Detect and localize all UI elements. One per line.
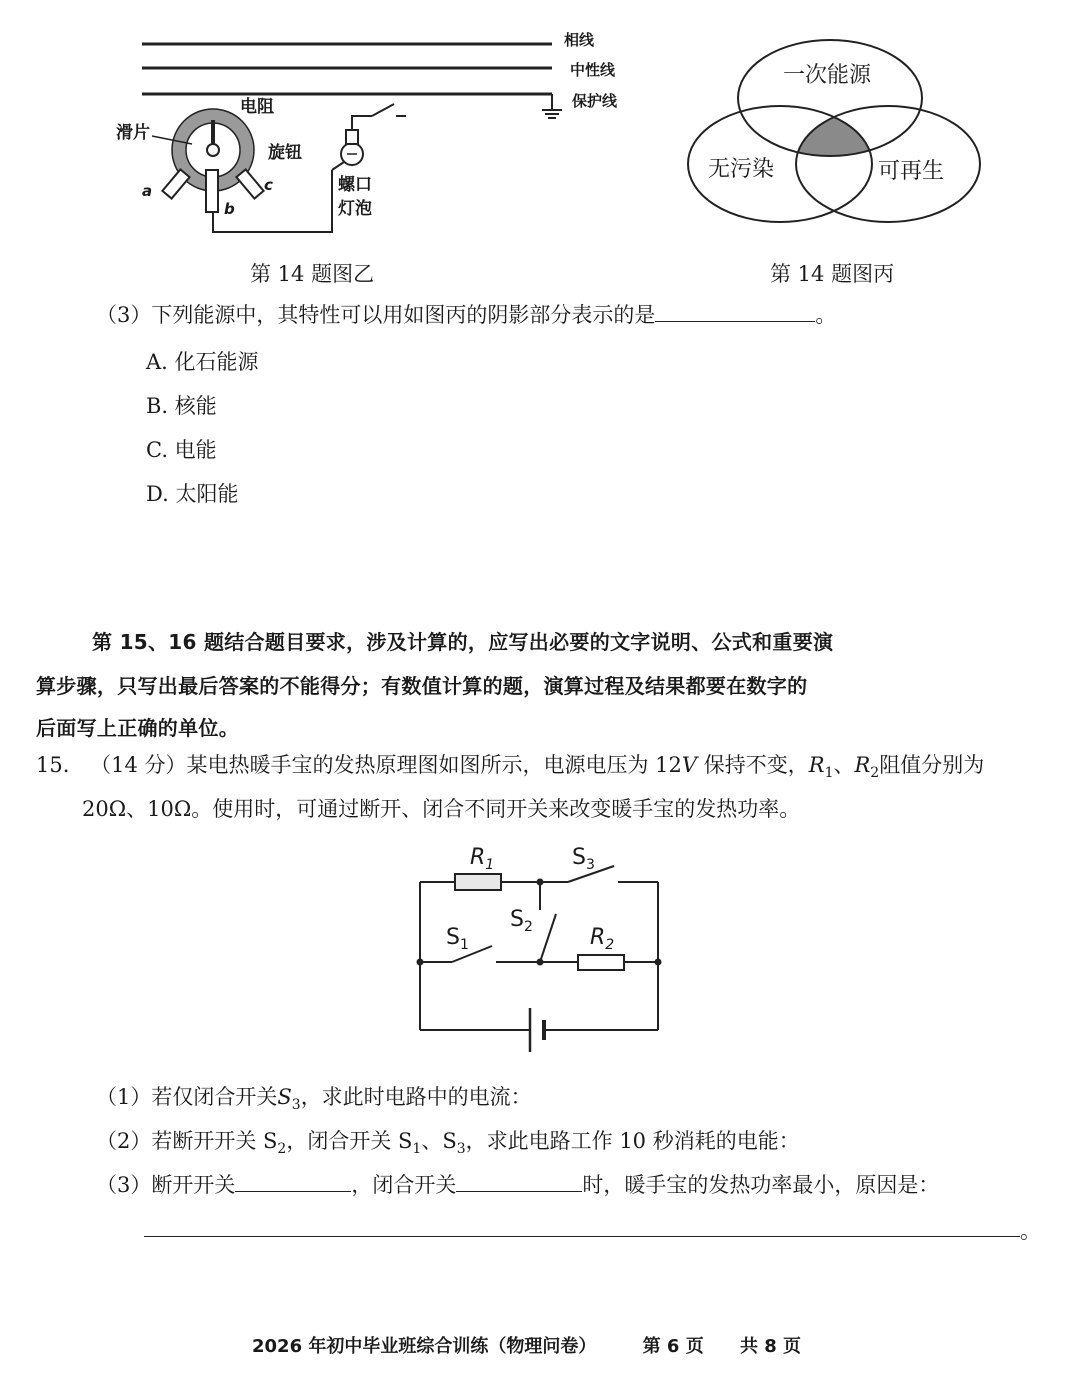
q14-3-stem [96, 300, 836, 330]
footer-total: 共 8 页 [740, 1336, 802, 1357]
label-r1: $R_1$ [470, 845, 495, 873]
switch-s2-blade [540, 914, 556, 962]
q15-volt-unit: V [681, 753, 698, 777]
label-s1: $S_1$ [446, 925, 469, 953]
bulb-label-2: 灯泡 [338, 199, 372, 219]
figure-bing-venn [680, 36, 990, 226]
wire-bulb-switch [352, 116, 372, 130]
figure-yi-diagram [100, 20, 660, 250]
terminal-a-label: a [142, 182, 153, 200]
ground-symbol [542, 94, 562, 118]
knob-label: 旋钮 [268, 143, 302, 163]
q15-r1: R [808, 753, 825, 777]
figure-yi-caption: 第 14 题图乙 [250, 262, 375, 286]
q15-3-end-period: 。 [1020, 1219, 1041, 1243]
q15-stem-line-2: 20Ω、10Ω。使用时，可通过断开、闭合不同开关来改变暖手宝的发热功率。 [82, 797, 801, 821]
venn-label-nonpolluting: 无污染 [708, 157, 775, 182]
venn-label-primary: 一次能源 [783, 63, 872, 88]
q14-3-option-d: D. 太阳能 [146, 482, 239, 506]
resistor-r1 [455, 874, 501, 890]
bulb-icon [341, 130, 363, 165]
instructions-line-1: 第 15、16 题结合题目要求，涉及计算的，应写出必要的文字说明、公式和重要演 [92, 630, 834, 654]
instructions-line-2: 算步骤，只写出最后答案的不能得分；有数值计算的题，演算过程及结果都要在数字的 [36, 674, 808, 698]
q15-circuit-diagram [400, 836, 680, 1056]
terminal-c-label: c [264, 176, 273, 194]
q15-number: 15. [36, 753, 70, 777]
slider-label: 滑片 [116, 123, 150, 143]
resistor-label: 电阻 [240, 97, 274, 117]
venn-label-renewable: 可再生 [878, 159, 945, 184]
instructions-line-3: 后面写上正确的单位。 [36, 716, 239, 740]
label-s2: $S_2$ [510, 907, 533, 935]
figure-bing-caption: 第 14 题图丙 [770, 262, 895, 286]
label-s3: $S_3$ [572, 845, 595, 873]
footer-title: 2026 年初中毕业班综合训练（物理问卷） [252, 1336, 597, 1357]
q14-3-stem-text: （3）下列能源中，其特性可以用如图丙的阴影部分表示的是 [96, 303, 656, 327]
battery-icon [530, 1008, 544, 1052]
q14-3-period: 。 [815, 303, 837, 327]
q14-3-answer-blank[interactable] [655, 301, 815, 322]
q15-3-open-switch-blank[interactable] [235, 1171, 351, 1192]
q14-3-option-a: A. 化石能源 [146, 350, 259, 374]
q15-3-reason-blank[interactable] [144, 1236, 1020, 1237]
q15-stem-line-1: 15. （14 分）某电热暖手宝的发热原理图如图所示，电源电压为 12V 保持不变，$R_1$、$R_2$阻值分别为 [36, 753, 985, 782]
phase-label: 相线 [564, 31, 595, 49]
q14-3-option-c: C. 电能 [146, 438, 217, 462]
switch-blade [372, 104, 394, 116]
q15-part-3: （3）断开开关 ，闭合开关 时，暖手宝的发热功率最小，原因是： [96, 1173, 940, 1197]
ground-label: 保护线 [572, 92, 618, 110]
bulb-label-1: 螺口 [338, 175, 372, 195]
q15-r2: R [854, 753, 871, 777]
footer-page: 第 6 页 [642, 1336, 704, 1357]
q15-3-close-switch-blank[interactable] [456, 1171, 582, 1192]
footer [252, 1332, 801, 1358]
neutral-label: 中性线 [570, 61, 616, 79]
resistor-r2 [578, 955, 624, 970]
label-r2: $R_2$ [590, 925, 615, 953]
q15-part-2: （2）若断开开关 $S_2$，闭合开关 $S_1$、$S_3$，求此电路工作 10 秒消耗的电能： [96, 1129, 800, 1158]
potentiometer [162, 109, 263, 212]
q15-part-1: （1）若仅闭合开关$S_3$，求此时电路中的电流： [96, 1085, 532, 1114]
q15-points-text: （14 分）某电热暖手宝的发热原理图如图所示，电源电压为 12 [90, 753, 682, 777]
q14-3-option-b: B. 核能 [146, 394, 217, 418]
terminal-b-label: b [224, 200, 235, 218]
